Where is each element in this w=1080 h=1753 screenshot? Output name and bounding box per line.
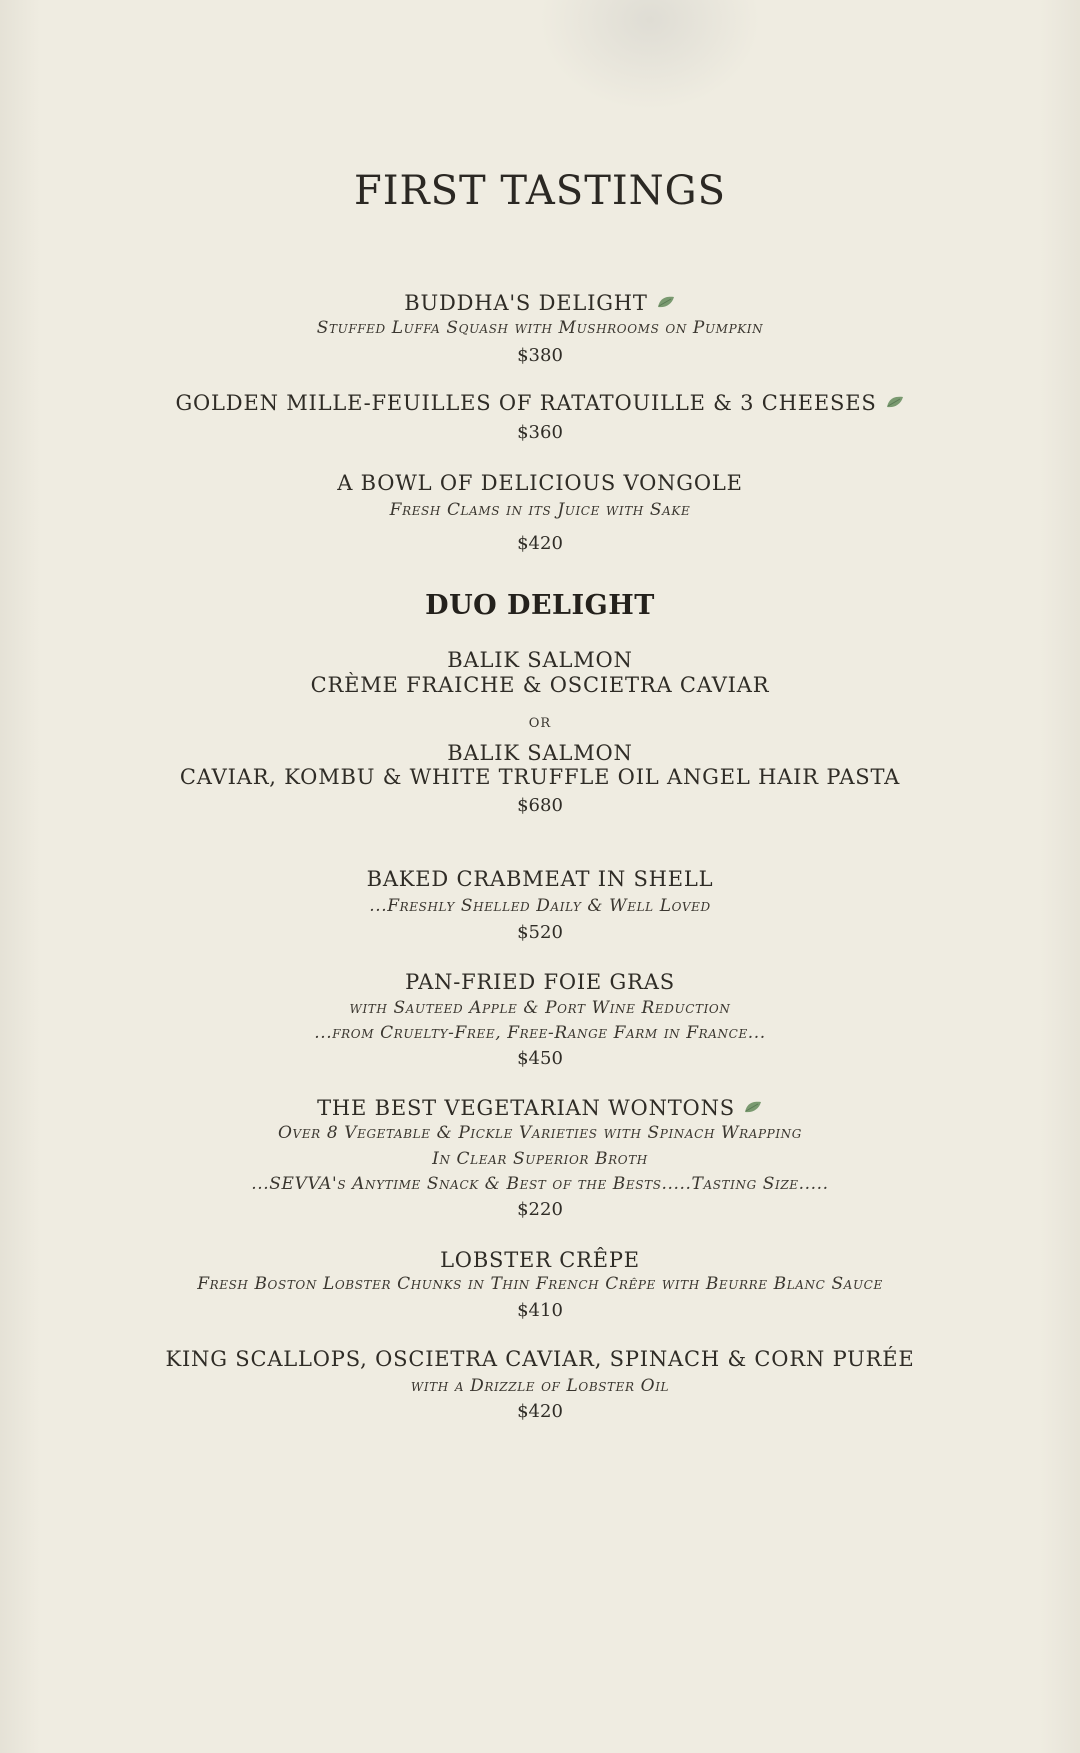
dish-price: $680 <box>517 795 563 816</box>
vegetarian-leaf-icon <box>885 390 905 414</box>
dish-name: A BOWL OF DELICIOUS VONGOLE <box>337 471 743 495</box>
dish-price: $220 <box>517 1199 563 1220</box>
dish-description: Fresh Clams in its Juice with Sake <box>389 500 691 520</box>
dish-description: with a Drizzle of Lobster Oil <box>410 1376 670 1396</box>
dish-price: $380 <box>517 345 563 366</box>
dish-name: PAN-FRIED FOIE GRAS <box>405 970 675 994</box>
vegetarian-leaf-icon <box>743 1095 763 1119</box>
dish-name: LOBSTER CRÊPE <box>440 1248 640 1272</box>
section-title: DUO DELIGHT <box>425 590 655 621</box>
dish-description: Over 8 Vegetable & Pickle Varieties with Spinach Wrapping <box>278 1123 802 1143</box>
dish-price: $420 <box>517 533 563 554</box>
dish-description: Stuffed Luffa Squash with Mushrooms on Pumpkin <box>316 318 764 338</box>
dish-price: $520 <box>517 922 563 943</box>
menu-title: FIRST TASTINGS <box>353 168 727 214</box>
dish-description: ...Freshly Shelled Daily & Well Loved <box>369 896 711 916</box>
dish-name: BAKED CRABMEAT IN SHELL <box>366 867 714 891</box>
dish-description: with Sauteed Apple & Port Wine Reduction <box>349 998 731 1018</box>
dish-description: In Clear Superior Broth <box>432 1149 648 1169</box>
dish-description: Fresh Boston Lobster Chunks in Thin French Crêpe with Beurre Blanc Sauce <box>197 1274 883 1294</box>
vegetarian-leaf-icon <box>656 290 676 314</box>
dish-price: $420 <box>517 1401 563 1422</box>
duo-option-name: BALIK SALMON <box>447 741 633 765</box>
dish-price: $410 <box>517 1300 563 1321</box>
dish-description: ...from Cruelty-Free, Free-Range Farm in France... <box>314 1023 766 1043</box>
dish-price: $360 <box>517 422 563 443</box>
duo-option-description: CRÈME FRAICHE & OSCIETRA CAVIAR <box>310 673 770 697</box>
dish-name <box>0 391 1080 415</box>
dish-name-text: THE BEST VEGETARIAN WONTONS <box>317 1096 735 1120</box>
dish-name: KING SCALLOPS, OSCIETRA CAVIAR, SPINACH & CORN PURÉE <box>165 1347 915 1371</box>
dish-price: $450 <box>517 1048 563 1069</box>
dish-name-text: GOLDEN MILLE-FEUILLES OF RATATOUILLE & 3 CHEESES <box>175 391 877 415</box>
dish-name-text: BUDDHA'S DELIGHT <box>404 291 648 315</box>
duo-option-description: CAVIAR, KOMBU & WHITE TRUFFLE OIL ANGEL HAIR PASTA <box>179 765 901 789</box>
duo-or-separator: OR <box>528 716 552 731</box>
dish-name <box>0 291 1080 315</box>
dish-name <box>0 1096 1080 1120</box>
dish-description: ...SEVVA's Anytime Snack & Best of the Bests.....Tasting Size..... <box>251 1174 829 1194</box>
duo-option-name: BALIK SALMON <box>447 648 633 672</box>
